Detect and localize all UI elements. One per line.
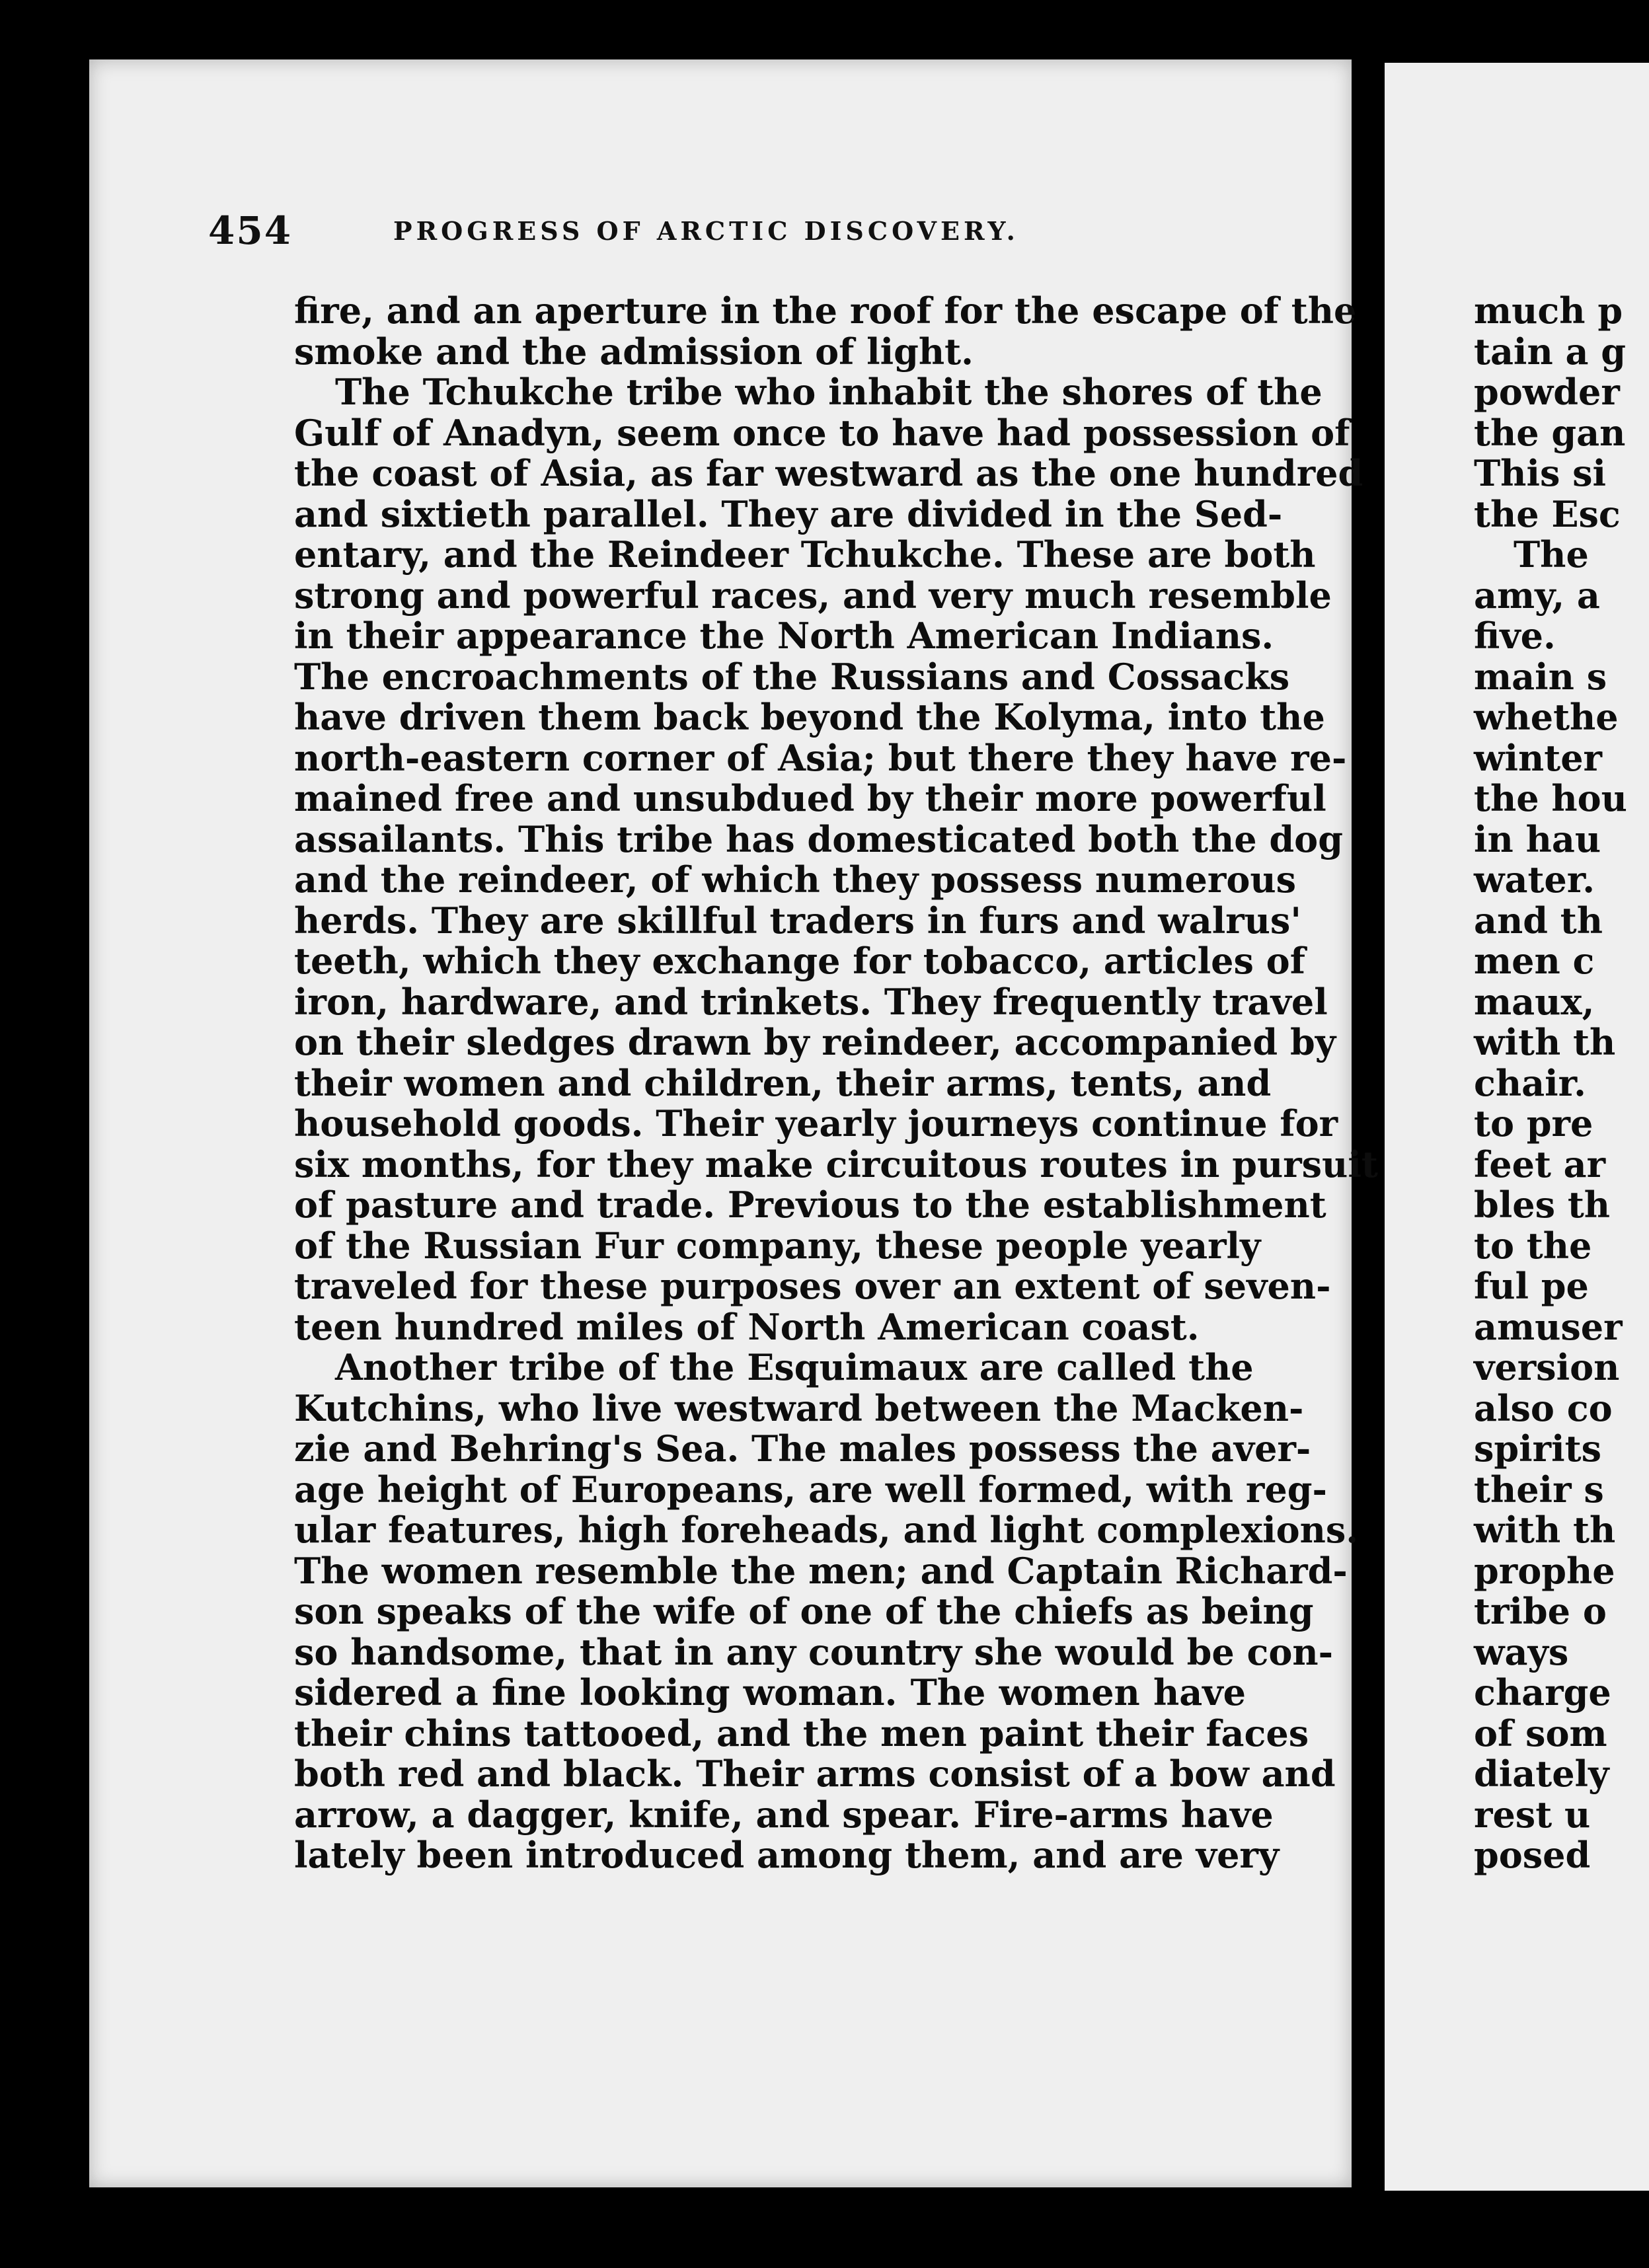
text-line-fragment: prophe <box>1474 1549 1615 1592</box>
text-line-fragment: The <box>1514 533 1589 576</box>
text-line-fragment: the hou <box>1474 777 1627 819</box>
text-line-fragment: of som <box>1474 1712 1607 1755</box>
text-line: and the reindeer, of which they possess numerous <box>294 858 1297 901</box>
text-line-fragment: with th <box>1474 1021 1616 1063</box>
text-line-fragment: much p <box>1474 289 1623 332</box>
text-line-fragment: winter <box>1474 736 1603 779</box>
text-line-fragment: the Esc <box>1474 492 1621 535</box>
text-line: household goods. Their yearly journeys continue for <box>294 1102 1338 1145</box>
text-line-fragment: also co <box>1474 1386 1613 1429</box>
text-line-fragment: their s <box>1474 1468 1604 1511</box>
text-line: Kutchins, who live westward between the Macken- <box>294 1386 1304 1429</box>
text-line-fragment: main s <box>1474 655 1607 698</box>
text-line: The Tchukche tribe who inhabit the shores of the <box>335 371 1323 413</box>
text-line: of pasture and trade. Previous to the establishment <box>294 1184 1326 1226</box>
text-line: of the Russian Fur company, these people yearly <box>294 1224 1261 1267</box>
text-line-fragment: spirits <box>1474 1427 1601 1470</box>
text-line-fragment: amuser <box>1474 1305 1623 1348</box>
text-line-fragment: tribe o <box>1474 1590 1607 1632</box>
text-line-fragment: men c <box>1474 940 1595 982</box>
text-line-fragment: posed <box>1474 1834 1591 1876</box>
text-line: both red and black. Their arms consist of a bow and <box>294 1753 1336 1795</box>
page-number: 454 <box>208 208 293 253</box>
text-line: entary, and the Reindeer Tchukche. These are both <box>294 533 1316 576</box>
right-page-body <box>1474 291 1627 1876</box>
text-line-fragment: maux, <box>1474 980 1595 1023</box>
text-line: The women resemble the men; and Captain Richard- <box>294 1549 1348 1592</box>
text-line: arrow, a dagger, knife, and spear. Fire-arms have <box>294 1793 1274 1836</box>
text-line: Gulf of Anadyn, seem once to have had possession of <box>294 411 1350 454</box>
text-line: in their appearance the North American Indians. <box>294 615 1274 657</box>
text-line-fragment: to pre <box>1474 1102 1593 1145</box>
text-line: strong and powerful races, and very much resemble <box>294 574 1332 617</box>
text-line: iron, hardware, and trinkets. They frequently travel <box>294 980 1328 1023</box>
text-line: herds. They are skillful traders in furs and walrus' <box>294 899 1301 942</box>
text-line-fragment: amy, a <box>1474 574 1600 617</box>
text-line: and sixtieth parallel. They are divided in the Sed- <box>294 492 1283 535</box>
text-line-fragment: rest u <box>1474 1793 1591 1836</box>
text-line-fragment: in hau <box>1474 817 1601 860</box>
text-line: the coast of Asia, as far westward as the one hundred <box>294 452 1363 494</box>
text-line-fragment: tain a g <box>1474 330 1627 373</box>
text-line-fragment: to the <box>1474 1224 1592 1267</box>
text-line: The encroachments of the Russians and Cossacks <box>294 655 1290 698</box>
text-line-fragment: This si <box>1474 452 1607 494</box>
text-line: age height of Europeans, are well formed, with reg- <box>294 1468 1327 1511</box>
text-line: have driven them back beyond the Kolyma, into the <box>294 696 1325 738</box>
text-line-fragment: and th <box>1474 899 1603 942</box>
text-line-fragment: with th <box>1474 1509 1616 1551</box>
text-line: lately been introduced among them, and are very <box>294 1834 1280 1876</box>
text-line-fragment: powder <box>1474 371 1620 413</box>
text-line: six months, for they make circuitous routes in pursuit <box>294 1143 1378 1186</box>
text-line-fragment: whethe <box>1474 696 1619 738</box>
text-line-fragment: diately <box>1474 1753 1609 1795</box>
text-line: traveled for these purposes over an extent of seven- <box>294 1265 1331 1307</box>
left-page-body <box>294 289 1378 1876</box>
text-line-fragment: feet ar <box>1474 1143 1606 1186</box>
text-line: on their sledges drawn by reindeer, accompanied by <box>294 1021 1336 1063</box>
text-line-fragment: charge <box>1474 1671 1611 1714</box>
text-line: Another tribe of the Esquimaux are called the <box>335 1346 1254 1388</box>
text-line: smoke and the admission of light. <box>294 330 974 373</box>
text-line-fragment: version <box>1474 1346 1620 1388</box>
text-line: mained free and unsubdued by their more powerful <box>294 777 1326 819</box>
text-line: so handsome, that in any country she would be con- <box>294 1630 1334 1673</box>
text-line-fragment: water. <box>1474 858 1595 901</box>
text-line: sidered a fine looking woman. The women have <box>294 1671 1246 1714</box>
text-line-fragment: ways <box>1474 1630 1569 1673</box>
text-line: teen hundred miles of North American coast. <box>294 1305 1200 1348</box>
text-line-fragment: five. <box>1474 615 1556 657</box>
text-line: son speaks of the wife of one of the chiefs as being <box>294 1590 1314 1632</box>
text-line-fragment: chair. <box>1474 1061 1586 1104</box>
text-line: zie and Behring's Sea. The males possess the aver- <box>294 1427 1311 1470</box>
text-line: their women and children, their arms, tents, and <box>294 1061 1272 1104</box>
text-line-fragment: the gan <box>1474 411 1626 454</box>
text-line: ular features, high foreheads, and light complexions. <box>294 1509 1359 1551</box>
text-line: assailants. This tribe has domesticated both the dog <box>294 817 1343 860</box>
text-line: their chins tattooed, and the men paint their faces <box>294 1712 1309 1755</box>
text-line: north-eastern corner of Asia; but there they have re- <box>294 736 1347 779</box>
text-line-fragment: ful pe <box>1474 1265 1589 1307</box>
text-line: teeth, which they exchange for tobacco, articles of <box>294 940 1305 982</box>
text-line: fire, and an aperture in the roof for the escape of the <box>294 289 1357 332</box>
page-header <box>208 208 1094 261</box>
text-line-fragment: bles th <box>1474 1184 1611 1226</box>
running-head: PROGRESS OF ARCTIC DISCOVERY. <box>393 216 1019 246</box>
